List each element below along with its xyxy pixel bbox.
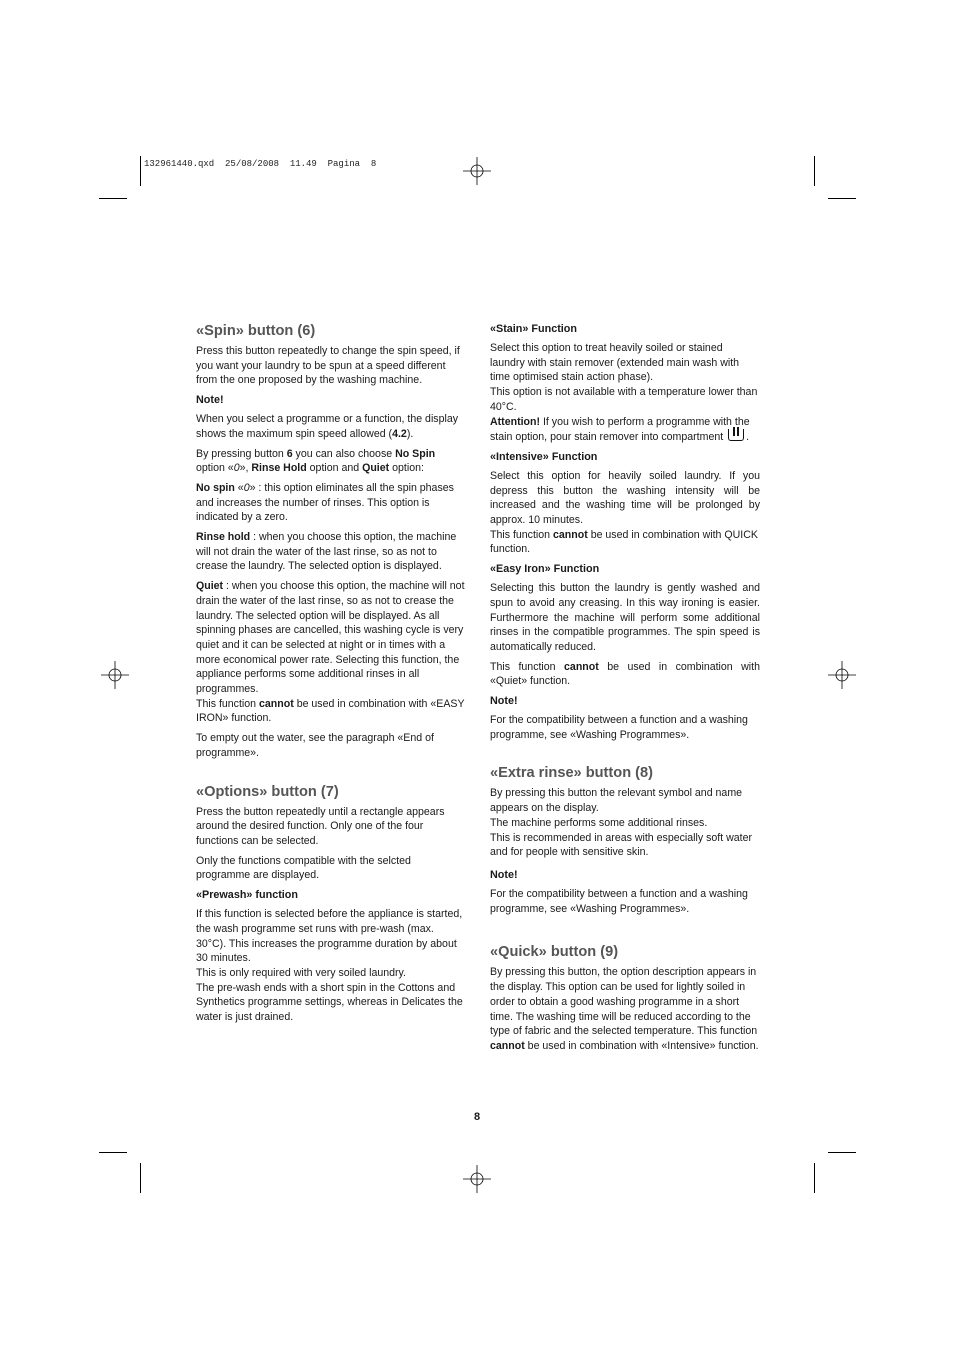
crop-mark [828,198,856,199]
registration-mark-icon [101,661,129,689]
extrarinse-heading: «Extra rinse» button (8) [490,765,653,782]
rinsehold-description: Rinse hold : when you choose this option, the machine will not drain the water of the last rinse, so as not to crease the laundry. The selected option is displayed. [196,531,457,573]
crop-mark [814,1163,815,1193]
options-heading: «Options» button (7) [196,783,339,800]
quiet-description: Quiet : when you choose this option, the machine will not drain the water of the last rinse, so as not to crease the laundry. The selected option will be displayed. As all spinning phases are cancelled, this washing cycle is very quiet and it can be selected at night or in times with a more economical power rate. Selecting this function, the appliance performs some additional rinses in all programmes. [196,580,465,696]
spin-note-text: When you select a programme or a function, the display shows the maximum spin speed allowed (4.2). [196,413,459,440]
spin-options-intro: By pressing button 6 you can also choose No Spin option «0», Rinse Hold option and Quiet option: [196,447,436,475]
intensive-text-1: Select this option for heavily soiled laundry. If you depress this button the washing intensity will be increased and the washing time will be prolonged by approx. 10 minutes. [490,469,760,527]
easyiron-text-2: This function cannot be used in combination with «Quiet» function. [490,660,760,688]
intensive-heading: «Intensive» Function [490,450,598,463]
easyiron-note-label: Note! [490,695,518,708]
right-column [490,322,760,1059]
stain-text-1: Select this option to treat heavily soiled or stained laundry with stain remover (extended main wash with time optimised stain action phase). [490,342,740,384]
extrarinse-note-label: Note! [490,868,518,881]
options-intro: Press the button repeatedly until a rectangle appears around the desired function. Only one of the four functions can be selected. [196,805,445,847]
prewash-heading: «Prewash» function [196,889,298,902]
crop-mark [99,198,127,199]
spin-heading: «Spin» button (6) [196,323,316,339]
extrarinse-note-text: For the compatibility between a function and a washing programme, see «Washing Programmes». [490,887,748,915]
stain-text-2: This option is not available with a temperature lower than 40°C. [490,386,758,413]
registration-mark-icon [463,157,491,185]
options-compatible: Only the functions compatible with the selcted programme are displayed. [196,854,411,882]
quiet-cannot: This function cannot be used in combination with «EASY IRON» function. [196,697,465,725]
nospin-description: No spin «0» : this option eliminates all the spin phases and increases the number of rinses. This option is indicated by a zero. [196,481,454,524]
extrarinse-text-2: The machine performs some additional rinses. [490,816,708,829]
registration-mark-icon [463,1165,491,1193]
file-slug: 132961440.qxd 25/08/2008 11.49 Pagina 8 [144,159,377,169]
quick-text: By pressing this button, the option description appears in the display. This option can be used for lightly soiled in order to obtain a good washing programme in a short time. The washing time will be reduced according to the type of fabric and the selected temperature. This function cannot be used in combination with «Intensive» function. [490,966,759,1052]
easyiron-heading: «Easy Iron» Function [490,563,600,576]
intensive-text-2: This function cannot be used in combination with QUICK function. [490,528,758,556]
prewash-text-3: The pre-wash ends with a short spin in the Cottons and Synthetics programme settings, whereas in Delicates the water is just drained. [196,981,463,1024]
registration-mark-icon [828,661,856,689]
empty-water-text: To empty out the water, see the paragraph «End of programme». [196,732,434,759]
crop-mark [99,1152,127,1153]
crop-mark [814,156,815,186]
stain-heading: «Stain» Function [490,323,577,335]
crop-mark [828,1152,856,1153]
left-column [196,322,466,1030]
crop-mark [140,1163,141,1193]
easyiron-note-text: For the compatibility between a function and a washing programme, see «Washing Programmes». [490,714,748,741]
spin-note-label: Note! [196,394,224,407]
page-number: 8 [473,1111,481,1123]
crop-mark [140,156,141,186]
compartment-icon [728,429,744,441]
easyiron-text-1: Selecting this button the laundry is gently washed and spun to avoid any creasing. In this way ironing is easier. Furthermore the machine will perform some additional rinses in the compatible programmes. The spin speed is automatically reduced. [490,582,760,653]
prewash-text-2: This is only required with very soiled laundry. [196,966,407,979]
quick-heading: «Quick» button (9) [490,944,619,961]
extrarinse-text-1: By pressing this button the relevant symbol and name appears on the display. [490,787,743,815]
spin-intro: Press this button repeatedly to change the spin speed, if you want your laundry to be spun at a speed different from the one proposed by the washing machine. [196,345,460,387]
extrarinse-text-3: This is recommended in areas with especially soft water and for people with sensitive skin. [490,831,753,859]
stain-attention: Attention! If you wish to perform a programme with the stain option, pour stain remover into compartment . [490,415,750,444]
prewash-text-1: If this function is selected before the appliance is started, the wash programme set runs with pre-wash (max. 30°C). This increases the programme duration by about 30 minutes. [196,908,463,965]
